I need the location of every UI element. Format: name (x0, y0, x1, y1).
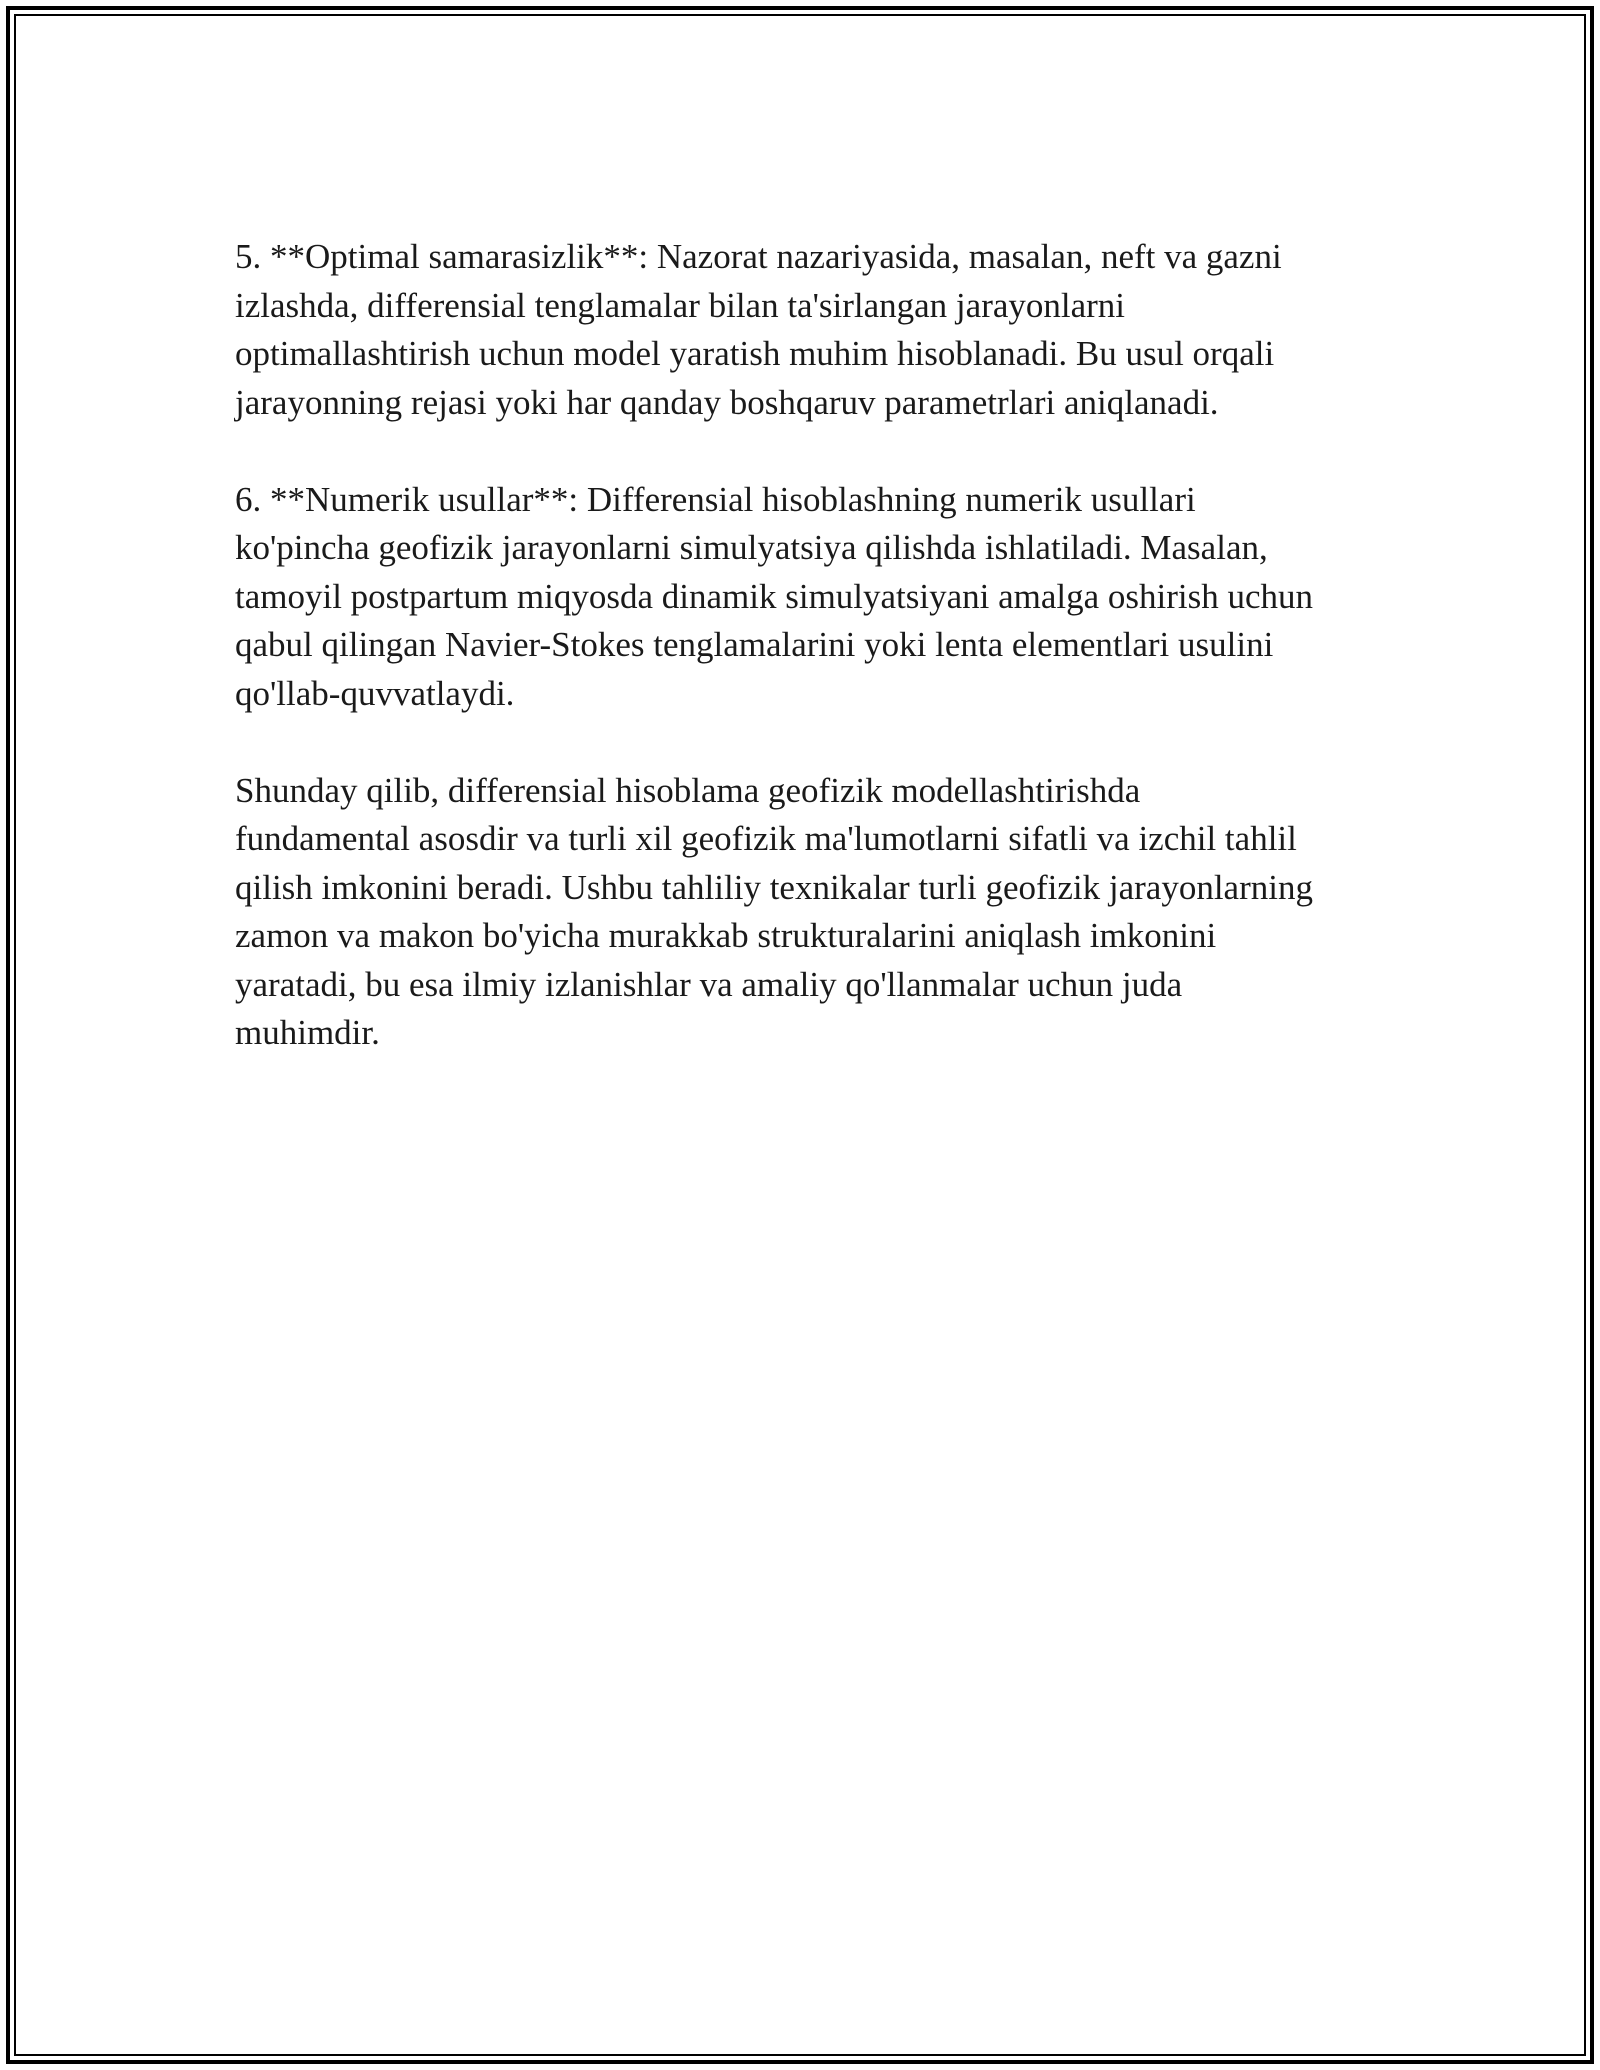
text-line: fundamental asosdir va turli xil geofizik ma'lumotlarni sifatli va izchil tahlil (235, 819, 1297, 858)
text-line: optimallashtirish uchun model yaratish muhim hisoblanadi. Bu usul orqali (235, 334, 1275, 373)
paragraph-numerik-usullar (235, 476, 1375, 719)
text-line: yaratadi, bu esa ilmiy izlanishlar va amaliy qo'llanmalar uchun juda (235, 964, 1183, 1004)
text-line: zamon va makon bo'yicha murakkab strukturalarini aniqlash imkonini (235, 916, 1217, 955)
text-line: izlashda, differensial tenglamalar bilan ta'sirlangan jarayonlarni (235, 285, 1126, 325)
text-line: 5. **Optimal samarasizlik**: Nazorat nazariyasida, masalan, neft va gazni (235, 237, 1282, 276)
text-line: tamoyil postpartum miqyosda dinamik simulyatsiyani amalga oshirish uchun (235, 576, 1314, 616)
text-line: qilish imkonini beradi. Ushbu tahliliy texnikalar turli geofizik jarayonlarning (235, 867, 1313, 907)
text-line: muhimdir. (235, 1013, 380, 1052)
text-line: qo'llab-quvvatlaydi. (235, 673, 515, 713)
text-line: 6. **Numerik usullar**: Differensial hisoblashning numerik usullari (235, 479, 1196, 519)
document-body (235, 233, 1375, 1106)
paragraph-optimal-samarasizlik (235, 233, 1375, 427)
text-line: Shunday qilib, differensial hisoblama geofizik modellashtirishda (235, 770, 1141, 810)
text-line: ko'pincha geofizik jarayonlarni simulyatsiya qilishda ishlatiladi. Masalan, (235, 528, 1268, 567)
text-line: jarayonning rejasi yoki har qanday boshqaruv parametrlari aniqlanadi. (235, 382, 1219, 422)
paragraph-conclusion (235, 767, 1375, 1058)
text-line: qabul qilingan Navier-Stokes tenglamalarini yoki lenta elementlari usulini (235, 625, 1274, 664)
